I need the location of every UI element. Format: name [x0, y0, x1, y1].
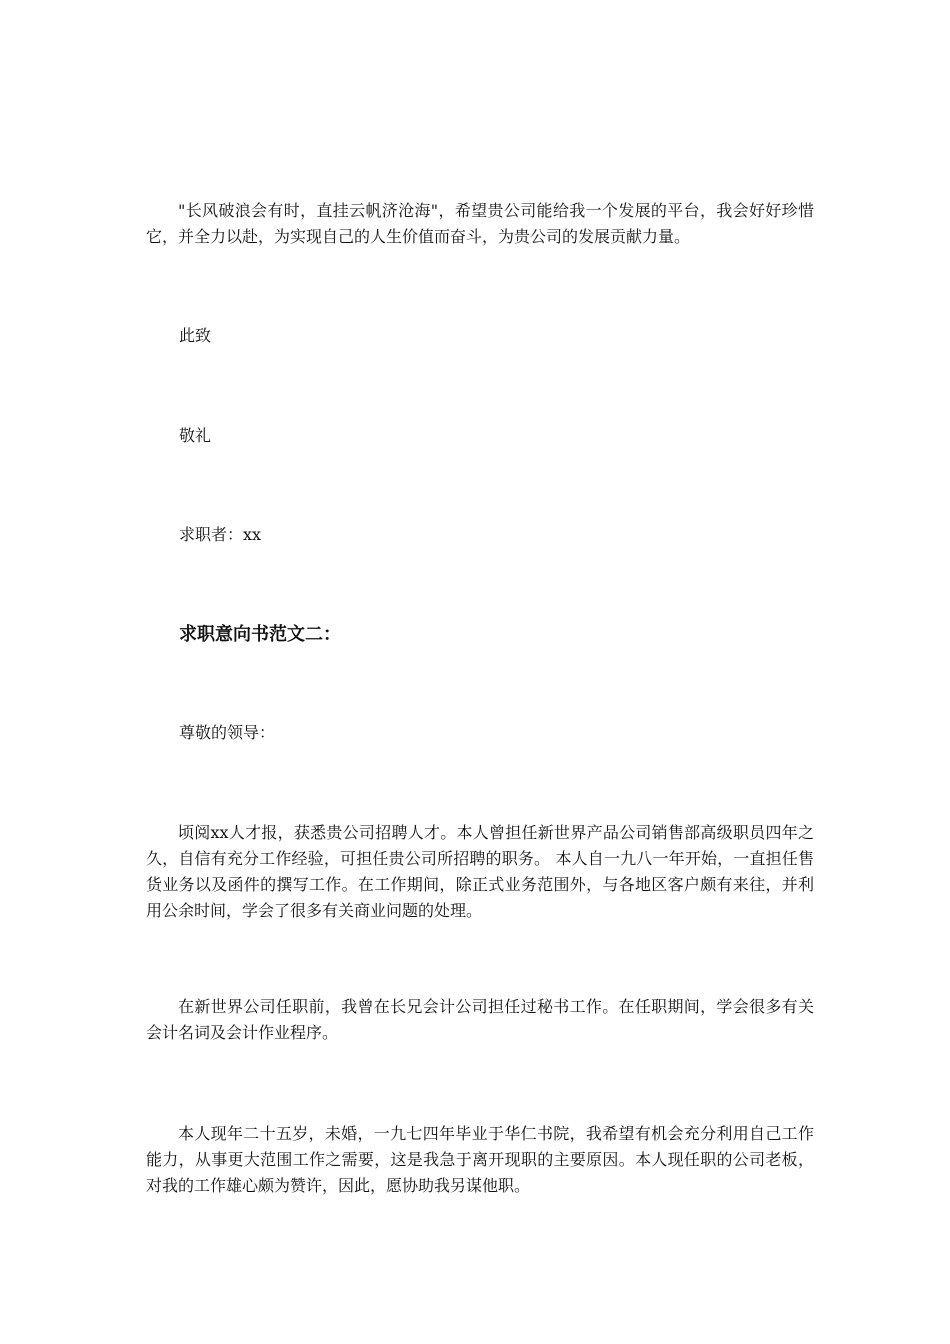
closing-line-cizhi: 此致	[179, 326, 212, 345]
body-paragraph-experience: 顷阅xx人才报，获悉贵公司招聘人才。本人曾担任新世界产品公司销售部高级职员四年之久，自信有充分工作经验，可担任贵公司所招聘的职务。 本人自一九八一年开始，一直担任售货业务以及函件的撰写工作。在工作期间，除正式业务范围外，与各地区客户颇有来往，并利用公余时间，学会了很多有关商业问题的处理。	[146, 823, 814, 920]
body-paragraph-previous-job: 在新世界公司任职前，我曾在长兄会计公司担任过秘书工作。在任职期间，学会很多有关会计名词及会计作业程序。	[146, 997, 814, 1042]
closing-line-jingli: 敬礼	[179, 426, 212, 445]
signature-line: 求职者：xx	[179, 525, 262, 544]
section-heading: 求职意向书范文二：	[179, 624, 341, 645]
closing-paragraph: "长风破浪会有时，直挂云帆济沧海"，希望贵公司能给我一个发展的平台，我会好好珍惜它，并全力以赴，为实现自己的人生价值而奋斗，为贵公司的发展贡献力量。	[146, 201, 814, 246]
salutation: 尊敬的领导：	[179, 723, 276, 742]
body-paragraph-personal: 本人现年二十五岁，未婚，一九七四年毕业于华仁书院，我希望有机会充分利用自己工作能力，从事更大范围工作之需要，这是我急于离开现职的主要原因。本人现任职的公司老板，对我的工作雄心颇为赞许，因此，愿协助我另谋他职。	[146, 1124, 814, 1195]
